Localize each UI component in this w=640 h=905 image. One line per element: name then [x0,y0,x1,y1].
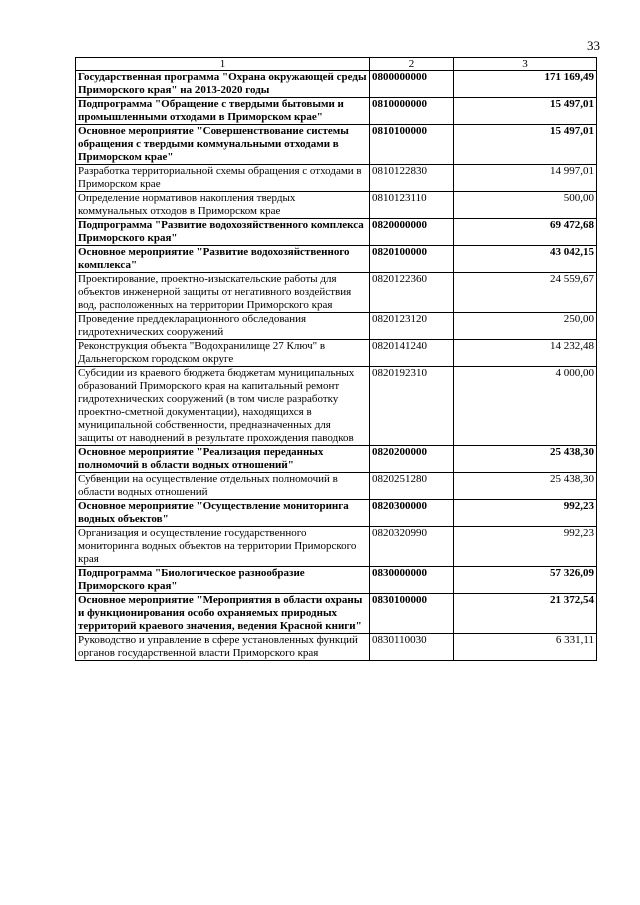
row-amount-cell: 69 472,68 [454,219,597,246]
row-name-cell: Разработка территориальной схемы обращения с отходами в Приморском крае [76,165,370,192]
row-amount-cell: 57 326,09 [454,567,597,594]
row-name-cell: Основное мероприятие "Реализация переданных полномочий в области водных отношений" [76,446,370,473]
row-code-cell: 0820122360 [370,273,454,313]
row-code-cell: 0800000000 [370,71,454,98]
table-row [76,165,597,192]
row-name-cell: Реконструкция объекта "Водохранилище 27 Ключ" в Дальнегорском городском округе [76,340,370,367]
table-header-row [76,58,597,71]
row-code-cell: 0820251280 [370,473,454,500]
table-body [76,71,597,661]
table-row [76,367,597,446]
table-row [76,98,597,125]
row-amount-cell: 4 000,00 [454,367,597,446]
row-name-cell: Подпрограмма "Биологическое разнообразие Приморского края" [76,567,370,594]
row-code-cell: 0830110030 [370,634,454,661]
table-row [76,219,597,246]
row-amount-cell: 250,00 [454,313,597,340]
row-code-cell: 0830000000 [370,567,454,594]
row-code-cell: 0820141240 [370,340,454,367]
row-code-cell: 0810123110 [370,192,454,219]
header-col-3: 3 [454,58,597,71]
row-code-cell: 0820100000 [370,246,454,273]
page-number: 33 [587,38,600,53]
row-amount-cell: 6 331,11 [454,634,597,661]
table-row [76,500,597,527]
table-row [76,340,597,367]
row-amount-cell: 25 438,30 [454,446,597,473]
row-name-cell: Определение нормативов накопления твердых коммунальных отходов в Приморском крае [76,192,370,219]
row-amount-cell: 992,23 [454,527,597,567]
table-row [76,273,597,313]
table-row [76,71,597,98]
row-name-cell: Подпрограмма "Обращение с твердыми бытовыми и промышленными отходами в Приморском крае" [76,98,370,125]
row-name-cell: Руководство и управление в сфере установленных функций органов государственной власти Приморского края [76,634,370,661]
row-name-cell: Основное мероприятие "Осуществление мониторинга водных объектов" [76,500,370,527]
row-code-cell: 0810122830 [370,165,454,192]
table-row [76,192,597,219]
row-amount-cell: 15 497,01 [454,125,597,165]
table-row [76,527,597,567]
row-name-cell: Проектирование, проектно-изыскательские работы для объектов инженерной защиты от негативного воздействия вод, расположенных на территории Приморского края [76,273,370,313]
row-code-cell: 0820123120 [370,313,454,340]
table-row [76,446,597,473]
row-amount-cell: 171 169,49 [454,71,597,98]
row-name-cell: Основное мероприятие "Совершенствование системы обращения с твердыми коммунальными отходами в Приморском крае" [76,125,370,165]
table-row [76,594,597,634]
row-name-cell: Субвенции на осуществление отдельных полномочий в области водных отношений [76,473,370,500]
row-code-cell: 0820300000 [370,500,454,527]
table-row [76,473,597,500]
row-name-cell: Подпрограмма "Развитие водохозяйственного комплекса Приморского края" [76,219,370,246]
row-name-cell: Государственная программа "Охрана окружающей среды Приморского края" на 2013-2020 годы [76,71,370,98]
row-amount-cell: 14 232,48 [454,340,597,367]
table-row [76,246,597,273]
table-row [76,125,597,165]
table-row [76,634,597,661]
budget-table [75,57,597,661]
row-code-cell: 0820320990 [370,527,454,567]
header-col-2: 2 [370,58,454,71]
row-amount-cell: 43 042,15 [454,246,597,273]
row-amount-cell: 21 372,54 [454,594,597,634]
row-name-cell: Организация и осуществление государственного мониторинга водных объектов на территории Приморского края [76,527,370,567]
row-code-cell: 0810100000 [370,125,454,165]
row-code-cell: 0820000000 [370,219,454,246]
row-amount-cell: 992,23 [454,500,597,527]
row-code-cell: 0810000000 [370,98,454,125]
table-row [76,313,597,340]
row-name-cell: Основное мероприятие "Мероприятия в области охраны и функционирования особо охраняемых природных территорий краевого значения, ведения Красной книги" [76,594,370,634]
row-name-cell: Проведение преддекларационного обследования гидротехнических сооружений [76,313,370,340]
row-name-cell: Основное мероприятие "Развитие водохозяйственного комплекса" [76,246,370,273]
header-col-1: 1 [76,58,370,71]
row-amount-cell: 25 438,30 [454,473,597,500]
row-amount-cell: 500,00 [454,192,597,219]
row-code-cell: 0820192310 [370,367,454,446]
table-row [76,567,597,594]
row-amount-cell: 15 497,01 [454,98,597,125]
row-name-cell: Субсидии из краевого бюджета бюджетам муниципальных образований Приморского края на капитальный ремонт гидротехнических сооружений (в том числе разработку проектно-сметной документации), находящихся в муниципальной собственности, предназначенных для защиты от наводнений в результате прохождения паводков [76,367,370,446]
row-amount-cell: 14 997,01 [454,165,597,192]
row-code-cell: 0830100000 [370,594,454,634]
row-code-cell: 0820200000 [370,446,454,473]
row-amount-cell: 24 559,67 [454,273,597,313]
